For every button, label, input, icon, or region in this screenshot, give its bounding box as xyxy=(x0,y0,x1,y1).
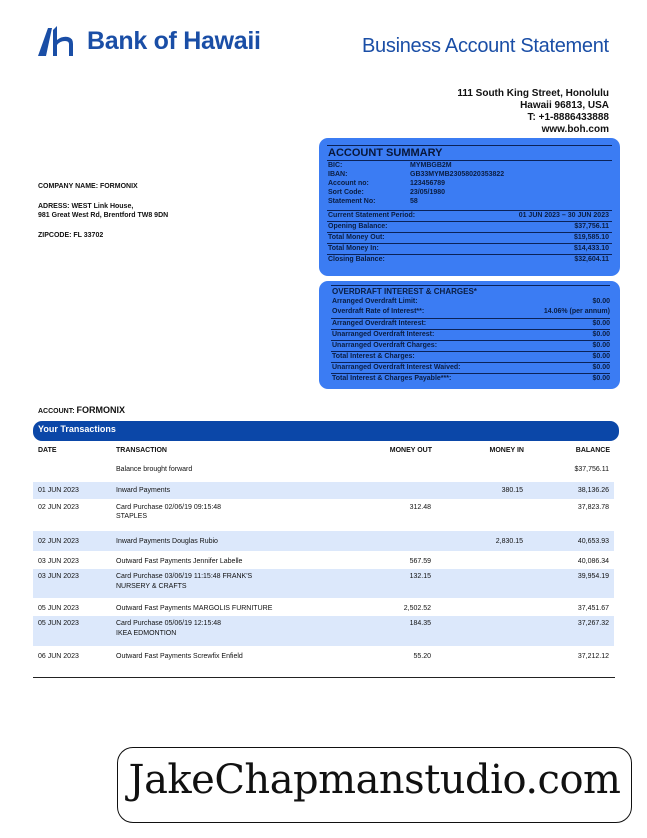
account-name: FORMONIX xyxy=(76,405,126,415)
account-summary-title: ACCOUNT SUMMARY xyxy=(328,147,443,159)
row-money-out: 184.35 xyxy=(409,620,431,627)
account-summary-box xyxy=(319,138,620,276)
row-description: Card Purchase 03/06/19 11:15:48 FRANK'S xyxy=(116,573,253,580)
row-date: 05 JUN 2023 xyxy=(38,620,79,627)
overdraft-row-label: Overdraft Rate of Interest**: xyxy=(332,308,425,315)
row-date: 02 JUN 2023 xyxy=(38,538,79,545)
row-description: Inward Payments xyxy=(116,487,171,494)
overdraft-row xyxy=(331,351,610,362)
row-money-out: 55.20 xyxy=(413,653,431,660)
summary-row-value: $32,604.11 xyxy=(574,256,609,263)
website-link[interactable]: www.boh.com xyxy=(541,124,609,135)
overdraft-row-value: $0.00 xyxy=(592,342,610,349)
row-date: 03 JUN 2023 xyxy=(38,573,79,580)
overdraft-row-label: Unarranged Overdraft Interest Waived: xyxy=(332,364,461,371)
summary-detail-label: BIC: xyxy=(328,162,343,169)
table-row xyxy=(33,482,614,499)
column-header-balance: BALANCE xyxy=(575,447,610,454)
column-header-transaction: TRANSACTION xyxy=(116,447,167,454)
summary-detail-label: Statement No: xyxy=(328,198,376,205)
overdraft-row xyxy=(331,307,610,317)
row-money-out: 2,502.52 xyxy=(403,605,431,612)
row-balance: 40,653.93 xyxy=(577,538,609,545)
summary-row-value: 01 JUN 2023 – 30 JUN 2023 xyxy=(518,212,609,219)
phone-line: T: +1-8886433888 xyxy=(527,112,609,123)
overdraft-row-value: $0.00 xyxy=(592,353,610,360)
row-date: 02 JUN 2023 xyxy=(38,504,79,511)
column-header-money-in: MONEY IN xyxy=(489,447,524,454)
overdraft-row-value: $0.00 xyxy=(592,331,610,338)
row-money-out: 567.59 xyxy=(409,558,431,565)
summary-detail-value: 58 xyxy=(410,198,418,205)
overdraft-row xyxy=(331,318,610,329)
summary-detail-value: GB33MYMB23058020353822 xyxy=(410,171,505,178)
bank-address xyxy=(457,88,609,136)
overdraft-title: OVERDRAFT INTEREST & CHARGES* xyxy=(332,287,477,296)
summary-row-label: Opening Balance: xyxy=(328,223,388,230)
summary-row xyxy=(327,221,612,232)
table-row xyxy=(33,598,614,616)
row-description: Card Purchase 05/06/19 12:15:48 xyxy=(116,620,222,627)
summary-row xyxy=(327,243,612,254)
divider xyxy=(331,285,610,286)
summary-detail-value: 123456789 xyxy=(410,180,446,187)
overdraft-row xyxy=(331,340,610,351)
row-description: Card Purchase 02/06/19 09:15:48 xyxy=(116,504,222,511)
overdraft-row-value: 14.06% (per annum) xyxy=(543,308,610,315)
overdraft-row xyxy=(331,373,610,384)
overdraft-row-label: Total Interest & Charges: xyxy=(332,353,415,360)
row-balance: 37,451.67 xyxy=(577,605,609,612)
overdraft-row-label: Unarranged Overdraft Interest: xyxy=(332,331,435,338)
transactions-title: Your Transactions xyxy=(38,424,116,434)
table-row xyxy=(33,646,614,668)
summary-row xyxy=(327,254,612,265)
overdraft-row-label: Arranged Overdraft Limit: xyxy=(332,298,418,305)
bank-name: Bank of Hawaii xyxy=(87,27,261,55)
summary-row-value: $14,433.10 xyxy=(573,245,609,252)
table-row xyxy=(33,569,614,598)
account-line xyxy=(38,405,125,415)
summary-row xyxy=(327,210,612,221)
overdraft-row-label: Unarranged Overdraft Charges: xyxy=(332,342,438,349)
company-zipcode: ZIPCODE: FL 33702 xyxy=(38,232,104,239)
table-row xyxy=(33,531,614,551)
row-description-line2: IKEA EDMONTION xyxy=(116,630,177,637)
summary-row-label: Total Money In: xyxy=(328,245,379,252)
table-row xyxy=(33,551,614,569)
table-row xyxy=(33,461,614,481)
summary-row-label: Total Money Out: xyxy=(328,234,385,241)
row-money-in: 2,830.15 xyxy=(495,538,523,545)
summary-detail-value: MYMBGB2M xyxy=(410,162,452,169)
row-description-line2: STAPLES xyxy=(116,513,147,520)
table-row xyxy=(33,499,614,531)
watermark-banner xyxy=(117,747,632,823)
row-balance: 39,954.19 xyxy=(577,573,609,580)
summary-row-label: Closing Balance: xyxy=(328,256,385,263)
overdraft-row-value: $0.00 xyxy=(592,320,610,327)
overdraft-row-value: $0.00 xyxy=(592,375,610,382)
overdraft-row xyxy=(331,362,610,373)
overdraft-row-label: Arranged Overdraft Interest: xyxy=(332,320,427,327)
row-balance: 37,267.32 xyxy=(577,620,609,627)
row-balance: 37,823.78 xyxy=(577,504,609,511)
bank-logo-icon xyxy=(38,26,76,56)
summary-detail-value: 23/05/1980 xyxy=(410,189,446,196)
overdraft-row xyxy=(331,297,610,307)
row-date: 03 JUN 2023 xyxy=(38,558,79,565)
column-header-money-out: MONEY OUT xyxy=(389,447,432,454)
row-money-out: 312.48 xyxy=(409,504,431,511)
company-name: COMPANY NAME: FORMONIX xyxy=(38,183,138,190)
summary-row-value: $19,585.10 xyxy=(573,234,609,241)
watermark-text: JakeChapmanstudio.com xyxy=(128,757,621,803)
summary-detail-label: IBAN: xyxy=(328,171,348,178)
table-end-rule xyxy=(33,677,615,678)
company-info xyxy=(38,182,168,240)
row-description-line2: NURSERY & CRAFTS xyxy=(116,583,187,590)
company-address-line2: 981 Great West Rd, Brentford TW8 9DN xyxy=(38,212,169,219)
account-prefix: ACCOUNT: xyxy=(38,408,75,415)
company-address-line1: ADRESS: WEST Link House, xyxy=(38,203,134,210)
row-description: Inward Payments Douglas Rubio xyxy=(116,538,218,545)
row-description: Balance brought forward xyxy=(116,466,193,473)
summary-row xyxy=(327,232,612,243)
row-description: Outward Fast Payments Screwfix Enfield xyxy=(116,653,243,660)
row-description: Outward Fast Payments Jennifer Labelle xyxy=(116,558,243,565)
summary-detail-label: Account no: xyxy=(328,180,369,187)
transactions-header-bar xyxy=(33,421,619,441)
row-description: Outward Fast Payments MARGOLIS FURNITURE xyxy=(116,605,273,612)
row-date: 06 JUN 2023 xyxy=(38,653,79,660)
row-money-in: 380.15 xyxy=(501,487,523,494)
overdraft-row-value: $0.00 xyxy=(592,298,610,305)
address-line: 111 South King Street, Honolulu xyxy=(457,88,609,99)
row-balance: 40,086.34 xyxy=(577,558,609,565)
document-title: Business Account Statement xyxy=(362,35,609,57)
divider xyxy=(327,145,612,146)
overdraft-box xyxy=(319,281,620,389)
summary-row-value: $37,756.11 xyxy=(574,223,609,230)
summary-detail-label: Sort Code: xyxy=(328,189,364,196)
overdraft-row-value: $0.00 xyxy=(592,364,610,371)
row-balance: $37,756.11 xyxy=(574,466,609,473)
row-balance: 38,136.26 xyxy=(577,487,609,494)
row-date: 05 JUN 2023 xyxy=(38,605,79,612)
divider xyxy=(327,160,612,161)
table-row xyxy=(33,616,614,646)
overdraft-row-label: Total Interest & Charges Payable***: xyxy=(332,375,452,382)
address-line: Hawaii 96813, USA xyxy=(520,100,609,111)
row-money-out: 132.15 xyxy=(409,573,431,580)
row-date: 01 JUN 2023 xyxy=(38,487,79,494)
column-header-date: DATE xyxy=(38,447,57,454)
overdraft-row xyxy=(331,329,610,340)
row-balance: 37,212.12 xyxy=(577,653,609,660)
summary-row-label: Current Statement Period: xyxy=(328,212,416,219)
